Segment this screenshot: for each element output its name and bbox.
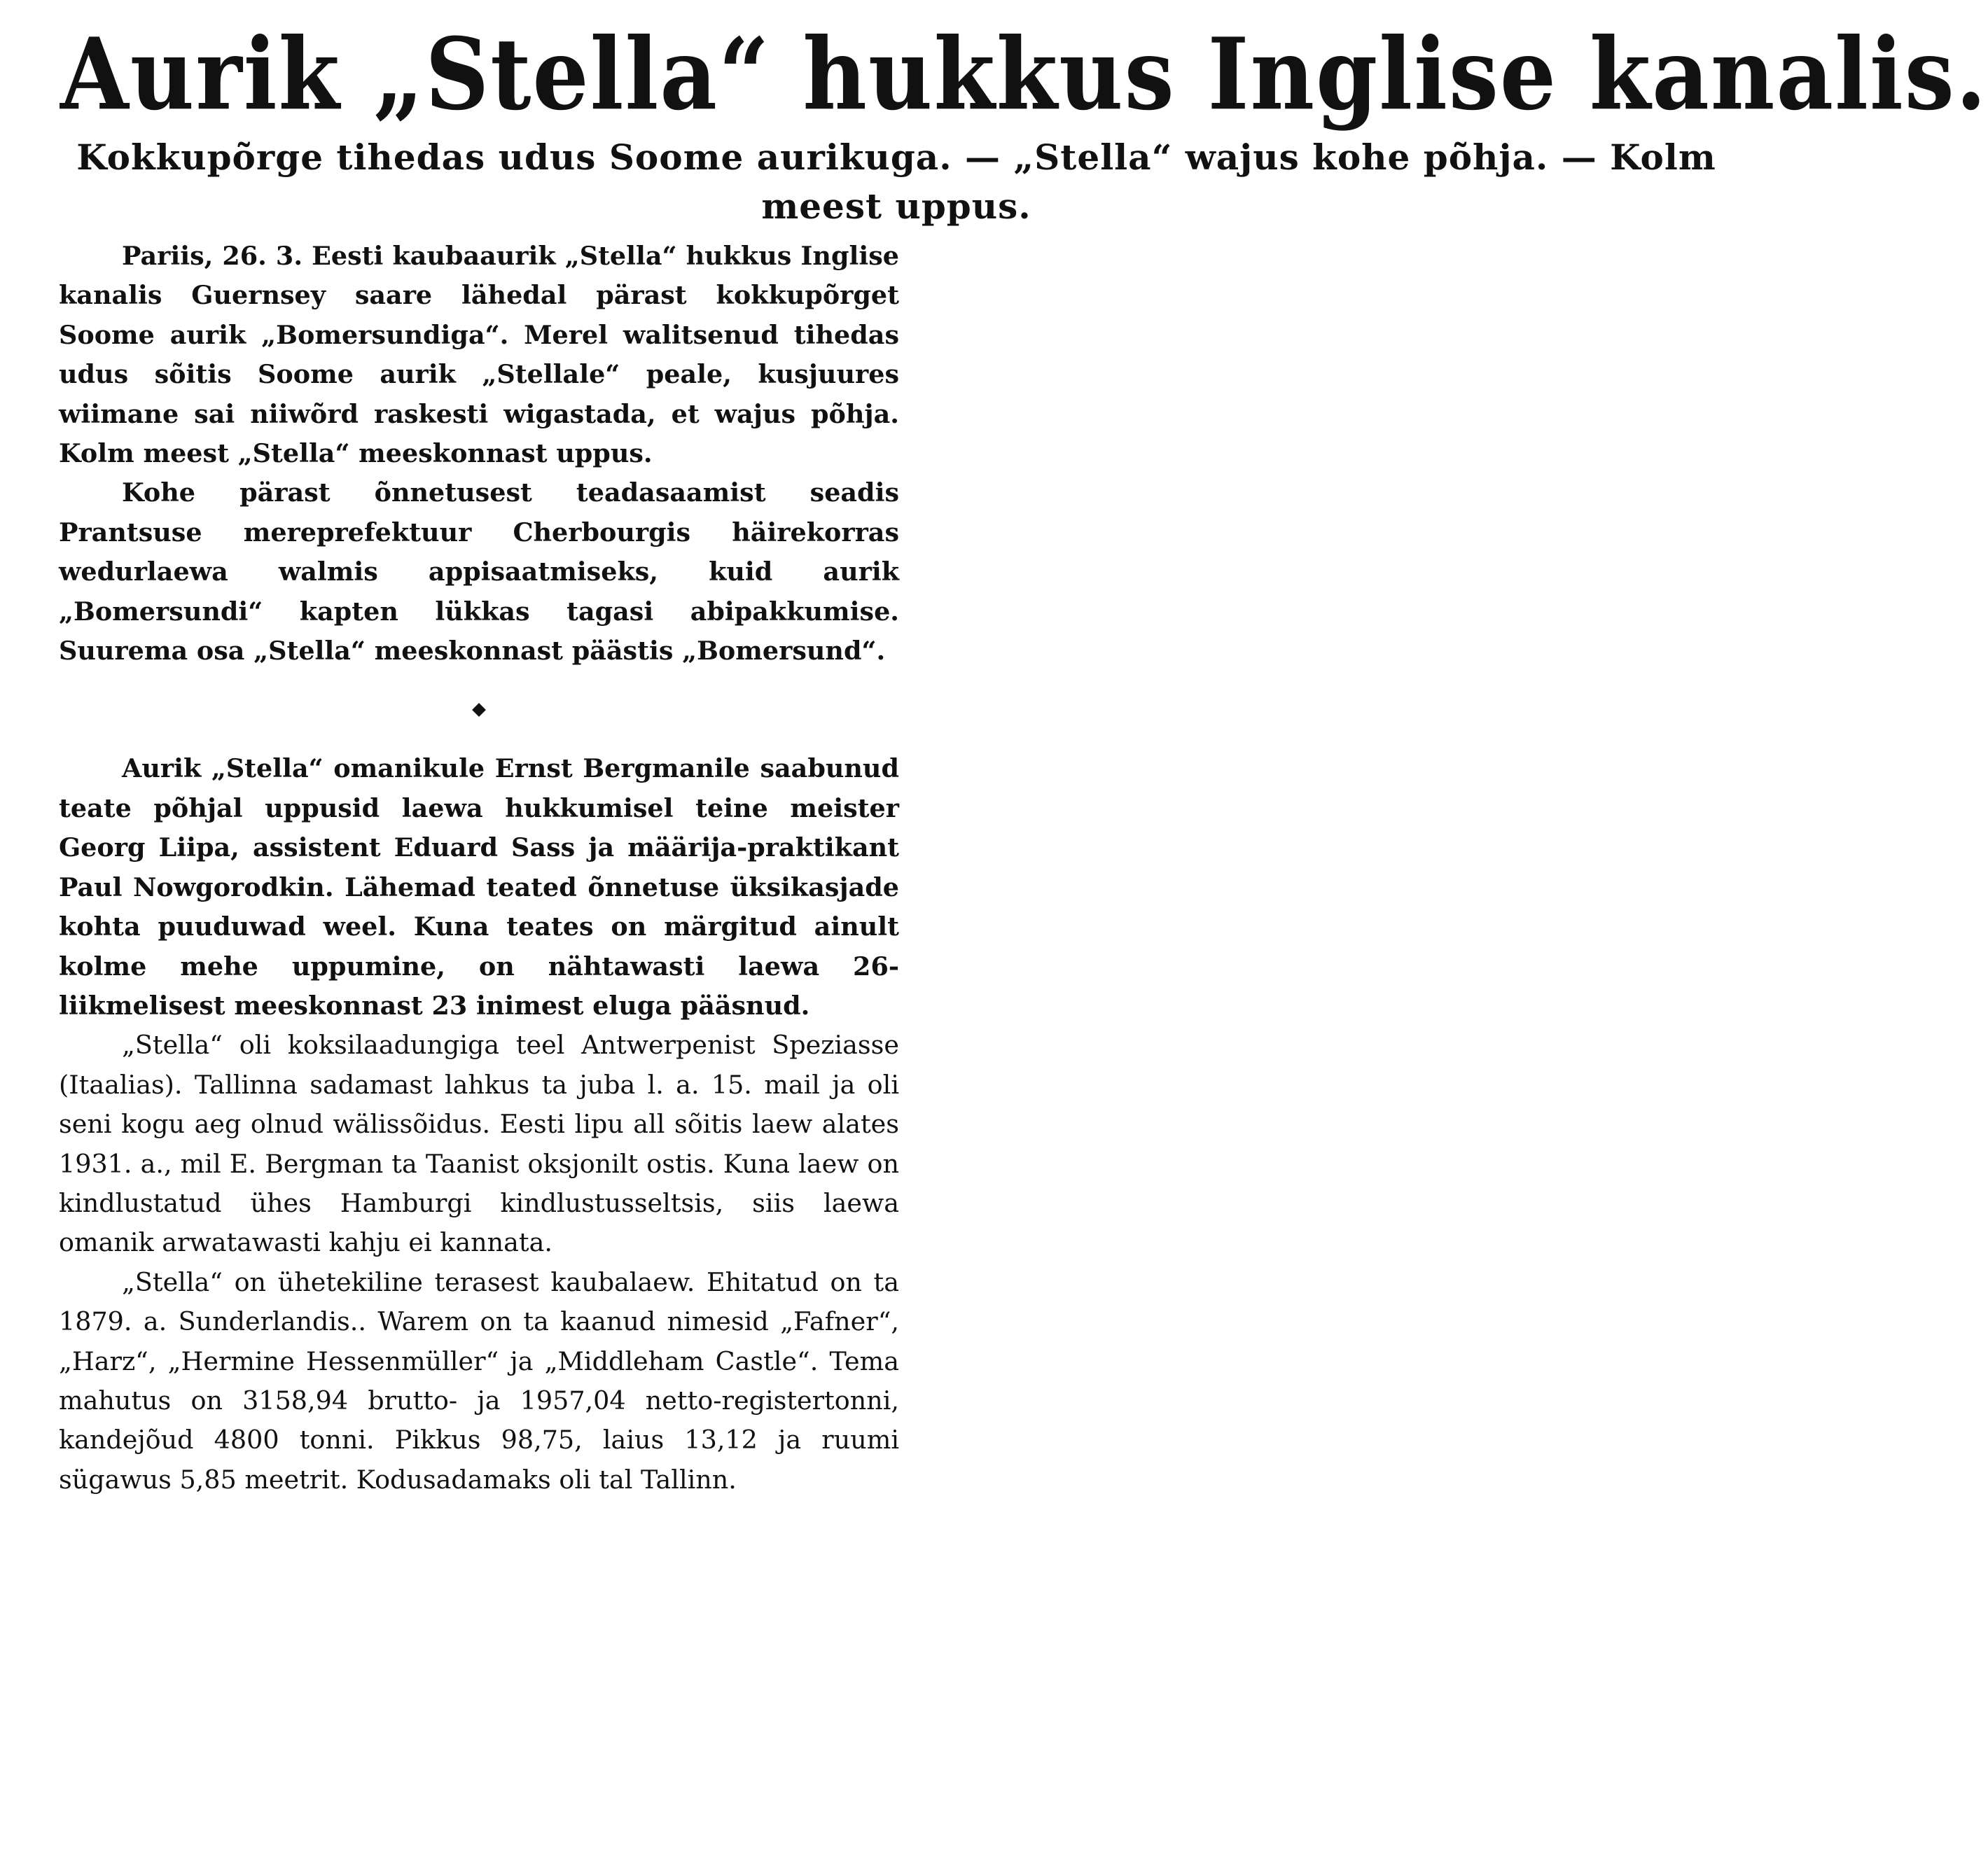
article-paragraph-5: „Stella“ on ühetekiline terasest kaubalaew. Ehitatud on ta 1879. a. Sunderlandis.. Warem on ta kaanud nimesid „Fafner“, „Harz“, „Hermine Hessenmüller“ ja „Middleham Castle“. Tema mahutus on 3158,94 brutto- ja 1957,04 netto-registertonni, kandejõud 4800 tonni. Pikkus 98,75, laius 13,12 ja ruumi sügawus 5,85 meetrit. Kodusadamaks oli tal Tallinn.	[59, 1266, 899, 1495]
divider-diamond-icon	[472, 704, 486, 718]
subheadline: Kokkupõrge tihedas udus Soome aurikuga. — „Stella“ wajus kohe põhja. — Kolm meest uppus.	[76, 137, 1716, 227]
article-paragraph-1: Pariis, 26. 3. Eesti kaubaaurik „Stella“ hukkus Inglise kanalis Guernsey saare lähedal pärast kokkupõrget Soome aurik „Bomersundiga“. Merel walitsenud tihedas udus sõitis Soome aurik „Stellale“ peale, kusjuures wiimane sai niiwõrd raskesti wigastada, et wajus põhja. Kolm meest „Stella“ meeskonnast uppus.	[59, 241, 899, 469]
article-body	[59, 237, 899, 1500]
article-paragraph-2: Kohe pärast õnnetusest teadasaamist seadis Prantsuse mereprefektuur Cherbourgis häirekorras wedurlaewa walmis appisaatmiseks, kuid aurik „Bomersundi“ kapten lükkas tagasi abipakkumise. Suurema osa „Stella“ meeskonnast päästis „Bomersund“.	[59, 477, 899, 666]
article-paragraph-3: Aurik „Stella“ omanikule Ernst Bergmanile saabunud teate põhjal uppusid laewa hukkumisel teine meister Georg Liipa, assistent Eduard Sass ja määrija-praktikant Paul Nowgorodkin. Lähemad teated õnnetuse üksikasjade kohta puuduwad weel. Kuna teates on märgitud ainult kolme mehe uppumine, on nähtawasti laewa 26-liikmelisest meeskonnast 23 inimest eluga pääsnud.	[59, 753, 899, 1021]
section-divider	[59, 671, 899, 749]
article-paragraph-4: „Stella“ oli koksilaadungiga teel Antwerpenist Speziasse (Itaalias). Tallinna sadamast lahkus ta juba l. a. 15. mail ja oli seni kogu aeg olnud wälissõidus. Eesti lipu all sõitis laew alates 1931. a., mil E. Bergman ta Taanist oksjonilt ostis. Kuna laew on kindlustatud ühes Hamburgi kindlustusseltsis, siis laewa omanik arwatawasti kahju ei kannata.	[59, 1030, 899, 1258]
headline: Aurik „Stella“ hukkus Inglise kanalis.	[60, 16, 1988, 132]
